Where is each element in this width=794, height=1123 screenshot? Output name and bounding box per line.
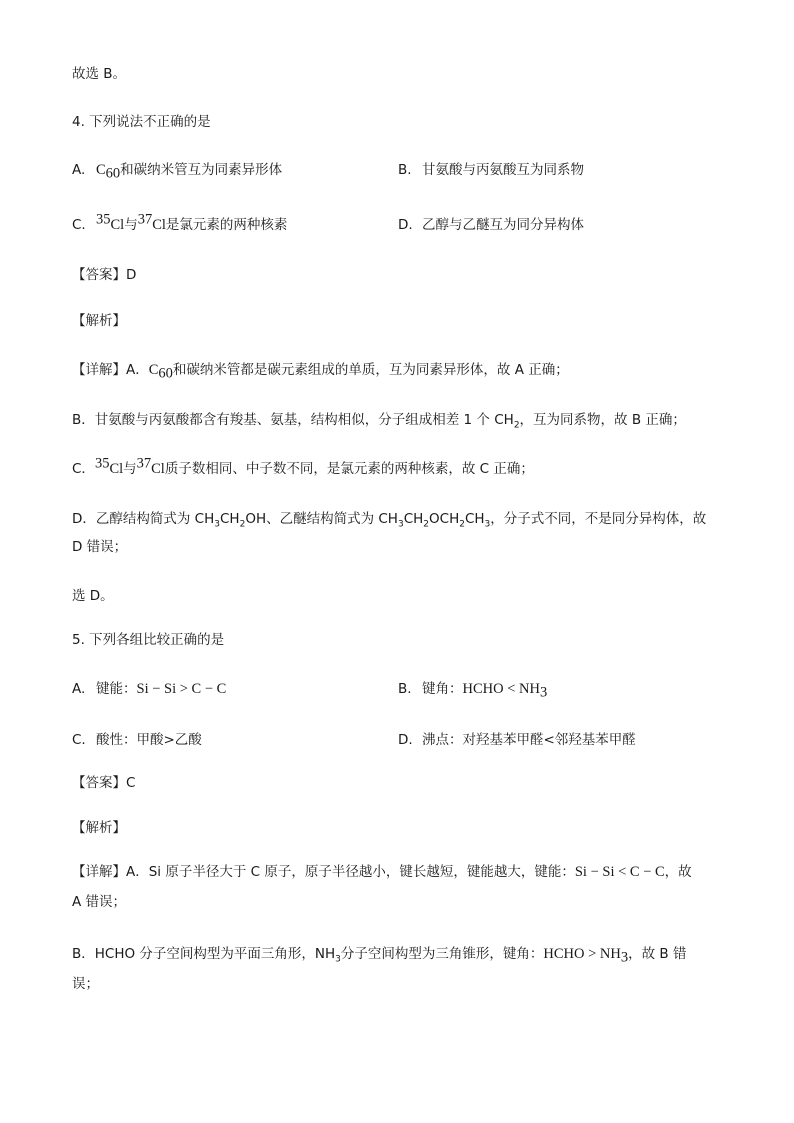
- nh3-subscript: 3: [539, 684, 548, 701]
- q5-option-d-letter: D.: [398, 732, 413, 748]
- q4-option-c-letter: C.: [72, 217, 86, 233]
- q5-option-b-letter: B.: [398, 681, 412, 697]
- nh3-subscript: 3: [335, 954, 341, 965]
- q5-option-b: [398, 679, 547, 699]
- q5-stem: 5. 下列各组比较正确的是: [72, 632, 225, 648]
- cl37-mass: 37: [137, 211, 153, 228]
- q4-conclusion: 选 D。: [72, 588, 114, 604]
- subscript: 2: [459, 519, 465, 530]
- subscript: 2: [239, 519, 246, 530]
- detail-d-part: CH: [403, 511, 424, 527]
- q4-option-d-text: 乙醇与乙醚互为同分异构体: [422, 217, 584, 233]
- detail-d-part: CH: [220, 511, 240, 527]
- q4-detail-b: [72, 410, 686, 430]
- q4-detail-a: [72, 360, 569, 380]
- detail-tag: 【详解】: [72, 864, 126, 880]
- detail-d-part: OH、乙醚结构简式为 CH: [245, 511, 398, 527]
- q4-detail-c: [72, 455, 534, 479]
- q4-option-a-letter: A.: [72, 162, 86, 178]
- detail-d-part: CH: [464, 511, 485, 527]
- detail-a-prefix: A．: [126, 362, 149, 378]
- cl37-symbol: Cl: [151, 461, 165, 477]
- c60-subscript: 60: [105, 165, 121, 182]
- q4-option-c: [72, 211, 288, 235]
- detail-b-mid: 分子空间构型为三角锥形，键角：: [340, 946, 544, 962]
- q4-analysis-tag: 【解析】: [72, 313, 126, 329]
- subscript: 3: [214, 519, 220, 530]
- cl37-mass: 37: [136, 455, 152, 472]
- detail-d-part: OCH: [429, 511, 460, 527]
- cl35-mass: 35: [96, 211, 111, 228]
- detail-b-post: ，互为同系物，故 B 正确；: [519, 412, 686, 428]
- detail-c-mid: 与: [123, 461, 137, 477]
- q5-option-b-label: 键角：: [422, 681, 463, 697]
- detail-c-text: 质子数相同、中子数不同，是氯元素的两种核素，故 C 正确；: [164, 461, 534, 477]
- q5-option-a-letter: A.: [72, 681, 86, 697]
- q4-option-d-letter: D.: [398, 217, 413, 233]
- detail-a-text: A．Si 原子半径大于 C 原子，原子半径越小，键长越短，键能越大，键能：: [126, 864, 575, 880]
- q5-analysis-tag: 【解析】: [72, 820, 126, 836]
- detail-d-part: ，分子式不同，不是同分异构体，故: [490, 511, 707, 527]
- q5-option-a-formula: Si − Si > C − C: [136, 681, 227, 697]
- c60-symbol: C: [96, 162, 106, 178]
- q4-detail-d-cont: D 错误；: [72, 539, 128, 555]
- q4-option-d: [398, 215, 584, 235]
- answer-value: D: [126, 267, 137, 283]
- subscript: 3: [397, 519, 404, 530]
- q4-detail-d: [72, 509, 706, 529]
- c60-symbol: C: [148, 362, 159, 378]
- ch2-subscript: 2: [513, 420, 520, 431]
- answer-value: C: [126, 775, 136, 791]
- q4-option-a: [72, 160, 282, 180]
- q4-option-a-text: 和碳纳米管互为同素异形体: [120, 162, 283, 178]
- detail-c-prefix: C．: [72, 461, 95, 477]
- q5-detail-a-cont: A 错误；: [72, 894, 127, 910]
- cl35-symbol: Cl: [109, 461, 124, 477]
- subscript: 3: [484, 519, 491, 530]
- detail-b-text: B．HCHO 分子空间构型为平面三角形，NH: [72, 946, 336, 962]
- q5-option-d: [398, 730, 636, 750]
- q4-stem: 4. 下列说法不正确的是: [72, 114, 211, 130]
- q5-option-a: [72, 679, 226, 699]
- detail-b-formula: HCHO > NH: [543, 946, 621, 962]
- q5-option-c-letter: C.: [72, 732, 86, 748]
- answer-tag: 【答案】: [72, 267, 126, 283]
- detail-b-post: ，故 B 错: [628, 946, 687, 962]
- cl37-symbol: Cl: [152, 217, 166, 233]
- detail-b-text: B．甘氨酸与丙氨酸都含有羧基、氨基，结构相似，分子组成相差 1 个 CH: [72, 412, 514, 428]
- detail-tag: 【详解】: [72, 362, 126, 378]
- q5-option-d-text: 沸点：对羟基苯甲醛<邻羟基苯甲醛: [422, 732, 636, 748]
- c60-subscript: 60: [158, 365, 173, 382]
- previous-conclusion: 故选 B。: [72, 66, 127, 82]
- q5-option-a-label: 键能：: [96, 681, 137, 697]
- q4-option-b-letter: B.: [398, 162, 412, 178]
- detail-a-post: ，故: [664, 864, 692, 880]
- q5-detail-b-cont: 误；: [72, 976, 99, 992]
- nh3-subscript: 3: [620, 949, 629, 966]
- q4-option-b: [398, 160, 584, 180]
- detail-a-text: 和碳纳米管都是碳元素组成的单质，互为同素异形体，故 A 正确；: [172, 362, 569, 378]
- cl35-mass: 35: [94, 455, 110, 472]
- q4-option-b-text: 甘氨酸与丙氨酸互为同系物: [422, 162, 584, 178]
- q5-detail-a: [72, 862, 692, 882]
- q5-detail-b: [72, 944, 686, 964]
- answer-tag: 【答案】: [72, 775, 126, 791]
- q4-option-c-mid: 与: [124, 217, 138, 233]
- q5-option-b-formula: HCHO < NH: [462, 681, 540, 697]
- q4-answer: [72, 265, 136, 285]
- subscript: 2: [423, 519, 430, 530]
- q5-option-c-text: 酸性：甲酸>乙酸: [96, 732, 202, 748]
- detail-a-formula: Si − Si < C − C: [574, 864, 665, 880]
- cl35-symbol: Cl: [110, 217, 125, 233]
- detail-d-part: D．乙醇结构简式为 CH: [72, 511, 215, 527]
- q4-option-c-text: 是氯元素的两种核素: [165, 217, 288, 233]
- q5-option-c: [72, 730, 202, 750]
- q5-answer: [72, 773, 135, 793]
